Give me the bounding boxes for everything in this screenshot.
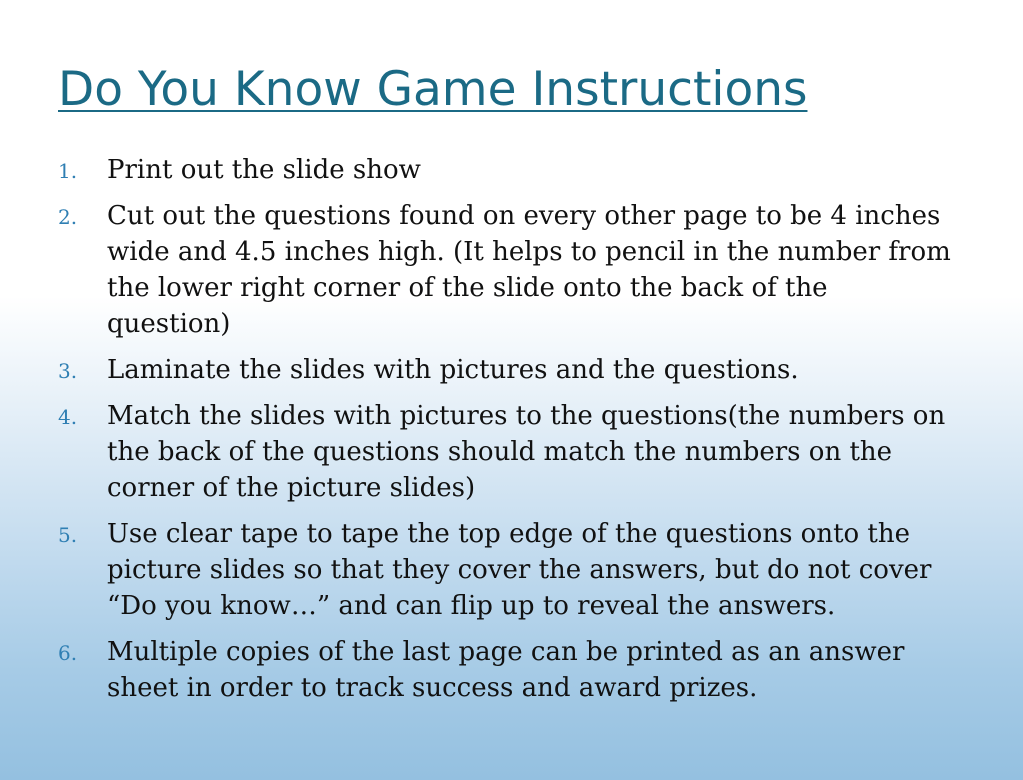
list-item-number: 5. [58, 523, 78, 547]
list-item [0, 352, 1023, 388]
list-item [0, 152, 1023, 188]
list-item [0, 198, 1023, 342]
list-item-number: 6. [58, 641, 78, 665]
list-item-text: Multiple copies of the last page can be printed as an answer sheet in order to track success and award prizes. [107, 637, 905, 703]
list-item-text: Match the slides with pictures to the questions(the numbers on the back of the questions should match the numbers on the corner of the picture slides) [107, 401, 946, 503]
list-item-number: 1. [58, 159, 78, 183]
list-item [0, 398, 1023, 506]
list-item-number: 4. [58, 405, 78, 429]
list-item-text: Print out the slide show [107, 155, 421, 185]
list-item-text: Laminate the slides with pictures and the questions. [107, 355, 799, 385]
list-item-text: Cut out the questions found on every other page to be 4 inches wide and 4.5 inches high. (It helps to pencil in the number from the lower right corner of the slide onto the back of the question) [107, 201, 951, 339]
list-item-number: 2. [58, 205, 78, 229]
list-item-number: 3. [58, 359, 78, 383]
list-item [0, 634, 1023, 706]
list-item-text: Use clear tape to tape the top edge of the questions onto the picture slides so that they cover the answers, but do not cover “Do you know…” and can flip up to reveal the answers. [107, 519, 932, 621]
list-item [0, 516, 1023, 624]
slide-title: Do You Know Game Instructions [58, 62, 808, 117]
instructions-list [0, 152, 1023, 716]
